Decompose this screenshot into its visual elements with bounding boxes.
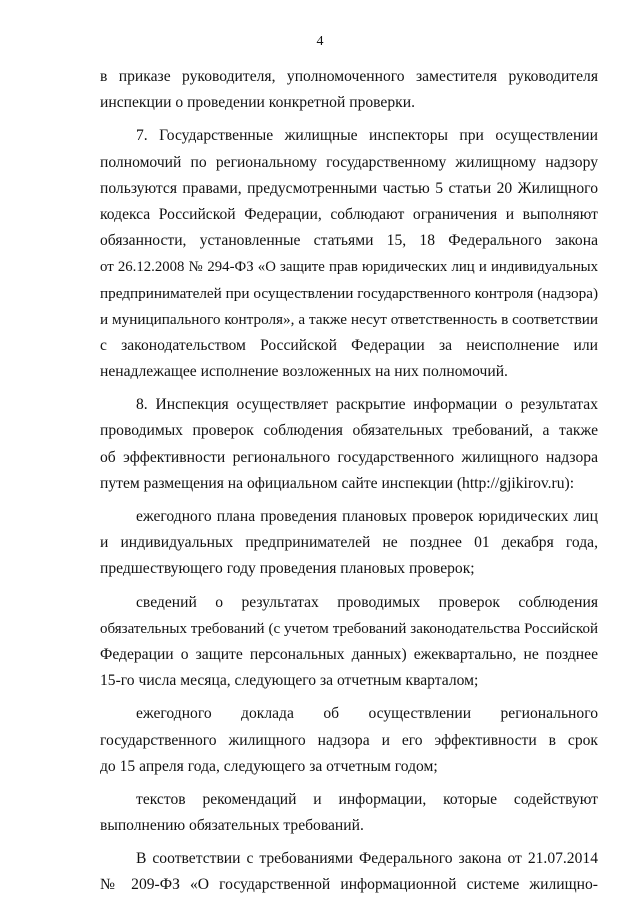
text-line: ежегодного доклада об осуществлении регионального [136, 705, 598, 723]
text-line: 7. Государственные жилищные инспекторы при осуществлении [136, 127, 598, 145]
text-line: инспекции о проведении конкретной проверки. [100, 94, 415, 112]
text-line: выполнению обязательных требований. [100, 817, 364, 835]
text-line: до 15 апреля года, следующего за отчетным годом; [100, 757, 438, 775]
paragraph-7 [100, 123, 598, 385]
text-line: пользуются правами, предусмотренными частью 5 статьи 20 Жилищного [100, 179, 598, 197]
text-line: проводимых проверок соблюдения обязательных требований, а также [100, 422, 598, 440]
text-line: об эффективности регионального государственного жилищного надзора [100, 448, 598, 466]
text-line: ежегодного плана проведения плановых проверок юридических лиц [136, 508, 598, 525]
text-line: и индивидуальных предпринимателей не позднее 01 декабря года, [100, 534, 598, 552]
paragraph-continuation [100, 64, 598, 116]
text-line: обязательных требований (с учетом требований законодательства Российской [100, 620, 598, 637]
text-line: и муниципального контроля», а также несут ответственность в соответствии [100, 310, 598, 328]
text-line: обязанности, установленные статьями 15, 18 Федерального закона [100, 232, 598, 250]
text-line: кодекса Российской Федерации, соблюдают ограничения и выполняют [100, 205, 598, 223]
text-line: от 26.12.2008 № 294-ФЗ «О защите прав юридических лиц и индивидуальных [100, 259, 598, 276]
text-line: 15-го числа месяца, следующего за отчетным кварталом; [100, 672, 479, 690]
text-line: с законодательством Российской Федерации за неисполнение или [100, 336, 598, 354]
text-line: 8. Инспекция осуществляет раскрытие информации о результатах [136, 396, 598, 414]
text-line: текстов рекомендаций и информации, которые содействуют [136, 790, 598, 808]
text-line: предшествующего году проведения плановых проверок; [100, 560, 475, 578]
text-line: сведений о результатах проводимых проверок соблюдения [136, 593, 598, 611]
paragraph-8 [100, 392, 598, 497]
list-item-annual-report [100, 701, 598, 780]
page-number: 4 [316, 34, 324, 49]
text-line: предпринимателей при осуществлении государственного контроля (надзора) [100, 284, 598, 302]
document-body [100, 64, 598, 899]
text-line: ненадлежащее исполнение возложенных на них полномочий. [100, 363, 508, 381]
text-line: полномочий по региональному государственному жилищному надзору [100, 153, 598, 171]
paragraph-federal-law [100, 846, 598, 898]
text-line: Федерации о защите персональных данных) ежеквартально, не позднее [100, 645, 598, 663]
list-item-inspection-results [100, 590, 598, 695]
text-line: В соответствии с требованиями Федерального закона от 21.07.2014 [136, 850, 598, 868]
list-item-recommendations [100, 787, 598, 839]
text-line: государственного жилищного надзора и его эффективности в срок [100, 731, 598, 749]
text-line: путем размещения на официальном сайте инспекции (http://gjikirov.ru): [100, 474, 575, 492]
text-line: № 209-ФЗ «О государственной информационной системе жилищно- [100, 876, 598, 894]
list-item-annual-plan [100, 504, 598, 583]
text-line: в приказе руководителя, уполномоченного заместителя руководителя [100, 68, 598, 85]
